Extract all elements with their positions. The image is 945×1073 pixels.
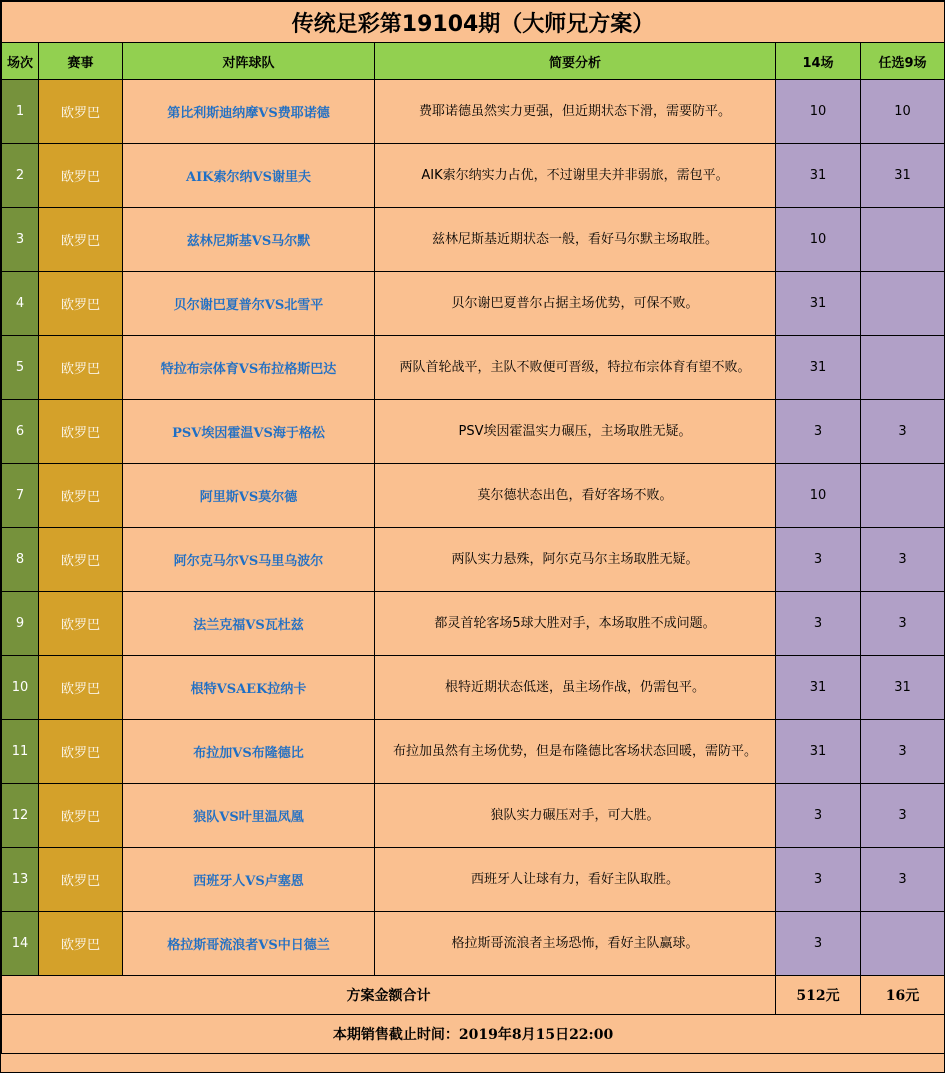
league-name: 欧罗巴 <box>39 528 123 592</box>
match-analysis: AIK索尔纳实力占优，不过谢里夫并非弱旅，需包平。 <box>375 144 776 208</box>
table-row <box>2 656 945 720</box>
header-idx: 场次 <box>2 43 39 80</box>
table-row <box>2 912 945 976</box>
league-name: 欧罗巴 <box>39 272 123 336</box>
header-league: 赛事 <box>39 43 123 80</box>
header-analysis: 简要分析 <box>375 43 776 80</box>
match-index: 4 <box>2 272 39 336</box>
match-teams: 根特VSAEK拉纳卡 <box>123 656 375 720</box>
match-analysis: 格拉斯哥流浪者主场恐怖，看好主队赢球。 <box>375 912 776 976</box>
sales-deadline: 本期销售截止时间：2019年8月15日22:00 <box>2 1015 945 1054</box>
match-index: 11 <box>2 720 39 784</box>
pick-9 <box>861 464 945 528</box>
match-analysis: 两队实力悬殊，阿尔克马尔主场取胜无疑。 <box>375 528 776 592</box>
match-analysis: 兹林尼斯基近期状态一般，看好马尔默主场取胜。 <box>375 208 776 272</box>
pick-14: 3 <box>776 848 861 912</box>
pick-9: 3 <box>861 528 945 592</box>
pick-14: 10 <box>776 464 861 528</box>
match-teams: 布拉加VS布隆德比 <box>123 720 375 784</box>
match-analysis: 两队首轮战平，主队不败便可晋级，特拉布宗体育有望不败。 <box>375 336 776 400</box>
table-row <box>2 784 945 848</box>
pick-14: 3 <box>776 400 861 464</box>
match-analysis: 西班牙人让球有力，看好主队取胜。 <box>375 848 776 912</box>
match-teams: 阿里斯VS莫尔德 <box>123 464 375 528</box>
pick-14: 31 <box>776 144 861 208</box>
plan-table <box>1 1 945 1054</box>
match-teams: 格拉斯哥流浪者VS中日德兰 <box>123 912 375 976</box>
league-name: 欧罗巴 <box>39 720 123 784</box>
pick-9: 31 <box>861 144 945 208</box>
league-name: 欧罗巴 <box>39 656 123 720</box>
pick-9: 3 <box>861 848 945 912</box>
league-name: 欧罗巴 <box>39 336 123 400</box>
league-name: 欧罗巴 <box>39 400 123 464</box>
table-row <box>2 272 945 336</box>
pick-14: 31 <box>776 656 861 720</box>
header-pick9: 任选9场 <box>861 43 945 80</box>
match-index: 5 <box>2 336 39 400</box>
match-teams: AIK索尔纳VS谢里夫 <box>123 144 375 208</box>
league-name: 欧罗巴 <box>39 464 123 528</box>
pick-14: 10 <box>776 80 861 144</box>
pick-14: 31 <box>776 272 861 336</box>
match-index: 9 <box>2 592 39 656</box>
match-analysis: PSV埃因霍温实力碾压，主场取胜无疑。 <box>375 400 776 464</box>
match-rows <box>2 80 945 976</box>
match-index: 10 <box>2 656 39 720</box>
table-row <box>2 464 945 528</box>
match-analysis: 都灵首轮客场5球大胜对手，本场取胜不成问题。 <box>375 592 776 656</box>
pick-9: 3 <box>861 592 945 656</box>
league-name: 欧罗巴 <box>39 80 123 144</box>
pick-9: 31 <box>861 656 945 720</box>
header-pick14: 14场 <box>776 43 861 80</box>
league-name: 欧罗巴 <box>39 848 123 912</box>
pick-9 <box>861 336 945 400</box>
total-label: 方案金额合计 <box>2 976 776 1015</box>
match-index: 13 <box>2 848 39 912</box>
pick-14: 10 <box>776 208 861 272</box>
table-row <box>2 528 945 592</box>
sheet-title: 传统足彩第19104期（大师兄方案） <box>2 2 945 43</box>
pick-14: 3 <box>776 912 861 976</box>
match-teams: 法兰克福VS瓦杜兹 <box>123 592 375 656</box>
match-analysis: 狼队实力碾压对手，可大胜。 <box>375 784 776 848</box>
table-row <box>2 80 945 144</box>
league-name: 欧罗巴 <box>39 592 123 656</box>
match-index: 12 <box>2 784 39 848</box>
match-analysis: 莫尔德状态出色，看好客场不败。 <box>375 464 776 528</box>
total-pick9: 16元 <box>861 976 945 1015</box>
match-analysis: 费耶诺德虽然实力更强，但近期状态下滑，需要防平。 <box>375 80 776 144</box>
table-row <box>2 144 945 208</box>
match-index: 3 <box>2 208 39 272</box>
table-row <box>2 720 945 784</box>
match-teams: 第比利斯迪纳摩VS费耶诺德 <box>123 80 375 144</box>
pick-14: 3 <box>776 784 861 848</box>
pick-9 <box>861 912 945 976</box>
pick-9: 3 <box>861 784 945 848</box>
table-row <box>2 848 945 912</box>
pick-9 <box>861 208 945 272</box>
table-row <box>2 400 945 464</box>
pick-14: 31 <box>776 720 861 784</box>
pick-9 <box>861 272 945 336</box>
table-row <box>2 336 945 400</box>
table-row <box>2 592 945 656</box>
match-teams: 贝尔谢巴夏普尔VS北雪平 <box>123 272 375 336</box>
total-pick14: 512元 <box>776 976 861 1015</box>
pick-9: 3 <box>861 400 945 464</box>
match-teams: 特拉布宗体育VS布拉格斯巴达 <box>123 336 375 400</box>
match-index: 1 <box>2 80 39 144</box>
pick-14: 31 <box>776 336 861 400</box>
league-name: 欧罗巴 <box>39 912 123 976</box>
match-teams: 阿尔克马尔VS马里乌波尔 <box>123 528 375 592</box>
match-analysis: 根特近期状态低迷，虽主场作战，仍需包平。 <box>375 656 776 720</box>
league-name: 欧罗巴 <box>39 208 123 272</box>
match-teams: PSV埃因霍温VS海于格松 <box>123 400 375 464</box>
match-teams: 狼队VS叶里温凤凰 <box>123 784 375 848</box>
header-teams: 对阵球队 <box>123 43 375 80</box>
pick-14: 3 <box>776 592 861 656</box>
table-row <box>2 208 945 272</box>
match-analysis: 布拉加虽然有主场优势，但是布隆德比客场状态回暖，需防平。 <box>375 720 776 784</box>
pick-9: 3 <box>861 720 945 784</box>
match-index: 7 <box>2 464 39 528</box>
pick-14: 3 <box>776 528 861 592</box>
league-name: 欧罗巴 <box>39 144 123 208</box>
league-name: 欧罗巴 <box>39 784 123 848</box>
pick-9: 10 <box>861 80 945 144</box>
match-index: 8 <box>2 528 39 592</box>
match-index: 2 <box>2 144 39 208</box>
match-teams: 西班牙人VS卢塞恩 <box>123 848 375 912</box>
match-index: 14 <box>2 912 39 976</box>
match-index: 6 <box>2 400 39 464</box>
match-analysis: 贝尔谢巴夏普尔占据主场优势，可保不败。 <box>375 272 776 336</box>
match-teams: 兹林尼斯基VS马尔默 <box>123 208 375 272</box>
